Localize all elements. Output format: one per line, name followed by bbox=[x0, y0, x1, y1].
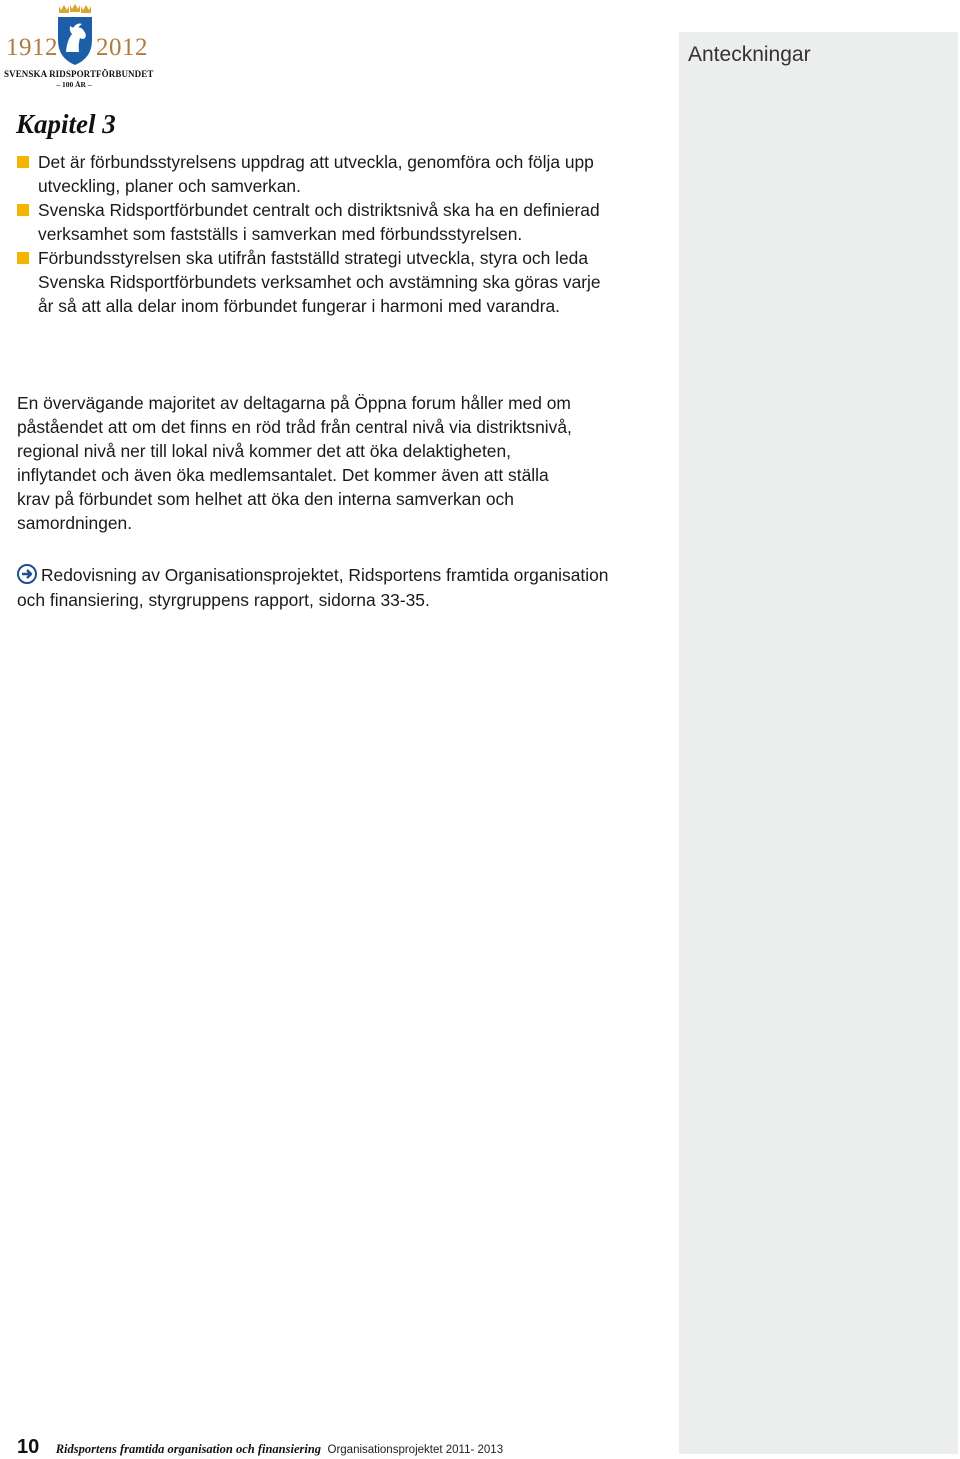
footer-project: Organisationsprojektet 2011- 2013 bbox=[327, 1444, 504, 1456]
bullet-text: Det är förbundsstyrelsens uppdrag att utveckla, genomföra och följa upp utveckling, planer och samverkan. bbox=[38, 152, 594, 196]
crest-icon bbox=[55, 4, 95, 66]
logo bbox=[4, 4, 154, 89]
page-footer bbox=[17, 1436, 503, 1459]
notes-title: Anteckningar bbox=[688, 43, 811, 66]
chapter-title: Kapitel 3 bbox=[16, 109, 116, 139]
bullet-list bbox=[17, 150, 607, 318]
square-bullet-icon bbox=[17, 204, 29, 216]
square-bullet-icon bbox=[17, 252, 29, 264]
list-item bbox=[17, 150, 607, 198]
list-item bbox=[17, 198, 607, 246]
bullet-text: Svenska Ridsportförbundet centralt och distriktsnivå ska ha en definierad verksamhet som fastställs i samverkan med förbundsstyrelsen. bbox=[38, 200, 600, 244]
logo-year-end: 2012 bbox=[96, 34, 148, 61]
list-item bbox=[17, 246, 607, 318]
arrow-right-circle-icon bbox=[17, 564, 37, 584]
logo-organization: SVENSKA RIDSPORTFÖRBUNDET bbox=[4, 69, 154, 79]
notes-panel bbox=[679, 32, 958, 1454]
logo-year-start: 1912 bbox=[6, 34, 58, 61]
reference-text: Redovisning av Organisationsprojektet, Ridsportens framtida organisation och finansiering, styrgruppens rapport, sidorna 33-35. bbox=[17, 565, 609, 610]
page-number: 10 bbox=[17, 1436, 40, 1458]
square-bullet-icon bbox=[17, 156, 29, 168]
footer-book-title: Ridsportens framtida organisation och finansiering bbox=[55, 1442, 322, 1456]
reference-note bbox=[17, 563, 617, 613]
body-paragraph: En övervägande majoritet av deltagarna på Öppna forum håller med om påståendet att om det finns en röd tråd från central nivå via distriktsnivå, regional nivå ner till lokal nivå kommer det att öka delaktigheten, inflytandet och även öka medlemsantalet. Det kommer även att ställa krav på förbundet som helhet att öka den interna samverkan och samordningen. bbox=[17, 393, 572, 533]
bullet-text: Förbundsstyrelsen ska utifrån fastställd strategi utveckla, styra och leda Svenska Ridsportförbundets verksamhet och avstämning ska göras varje år så att alla delar inom förbundet fungerar i harmoni med varandra. bbox=[38, 248, 601, 316]
logo-anniversary: – 100 ÅR – bbox=[56, 80, 92, 89]
